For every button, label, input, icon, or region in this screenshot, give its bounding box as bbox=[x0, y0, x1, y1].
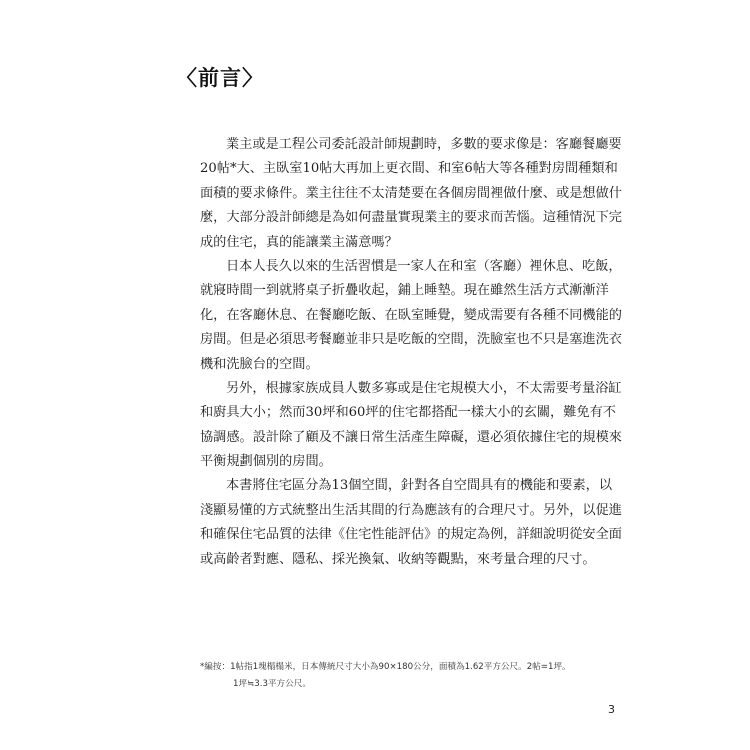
footnote-line: *編按：1帖指1塊榻榻米，日本傳統尺寸大小為90×180公分，面積為1.62平方公尺。2帖=1坪。 bbox=[200, 662, 571, 672]
text-line: 面積的要求條件。業主往往不太清楚要在各個房間裡做什麼、或是想做什 bbox=[200, 185, 622, 201]
text-line: 成的住宅，真的能讓業主滿意嗎？ bbox=[200, 234, 398, 250]
text-line: 平衡規劃個別的房間。 bbox=[200, 454, 332, 470]
text-line: 20帖*大、主臥室10帖大再加上更衣間、和室6帖大等各種對房間種類和 bbox=[200, 161, 618, 177]
text-line: 和廚具大小；然而30坪和60坪的住宅都搭配一樣大小的玄關，難免有不 bbox=[200, 405, 616, 421]
text-line: 另外，根據家族成員人數多寡或是住宅規模大小，不太需要考量浴缸 bbox=[226, 380, 622, 396]
paragraph-2 bbox=[200, 255, 622, 377]
footnote-line: 1坪≒3.3平方公尺。 bbox=[233, 679, 311, 689]
page-title: 〈前言〉 bbox=[176, 66, 264, 90]
footnote bbox=[200, 659, 640, 693]
text-line: 業主或是工程公司委託設計師規劃時，多數的要求像是：客廳餐廳要 bbox=[226, 137, 622, 152]
preface-body bbox=[200, 133, 622, 572]
paragraph-4 bbox=[200, 474, 622, 572]
text-line: 機和洗臉台的空間。 bbox=[200, 356, 319, 372]
paragraph-3 bbox=[200, 377, 622, 475]
text-line: 和確保住宅品質的法律《住宅性能評估》的規定為例，詳細說明從安全面 bbox=[200, 527, 622, 543]
text-line: 房間。但是必須思考餐廳並非只是吃飯的空間，洗臉室也不只是塞進洗衣 bbox=[200, 332, 622, 348]
text-line: 日本人長久以來的生活習慣是一家人在和室（客廳）裡休息、吃飯， bbox=[226, 258, 622, 274]
text-line: 化，在客廳休息、在餐廳吃飯、在臥室睡覺，變成需要有各種不同機能的 bbox=[200, 307, 622, 323]
text-line: 就寢時間一到就將桌子折疊收起，鋪上睡墊。現在雖然生活方式漸漸洋 bbox=[200, 283, 609, 299]
text-line: 淺顯易懂的方式統整出生活其間的行為應該有的合理尺寸。另外，以促進 bbox=[200, 502, 622, 518]
text-line: 協調感。設計除了顧及不讓日常生活產生障礙，還必須依據住宅的規模來 bbox=[200, 429, 622, 445]
paragraph-1 bbox=[200, 133, 622, 255]
text-line: 或高齡者對應、隱私、採光換氣、收納等觀點，來考量合理的尺寸。 bbox=[200, 551, 596, 567]
text-line: 本書將住宅區分為13個空間，針對各自空間具有的機能和要素，以 bbox=[226, 478, 613, 494]
text-line: 麼，大部分設計師總是為如何盡量實現業主的要求而苦惱。這種情況下完 bbox=[200, 210, 622, 226]
page-number: 3 bbox=[608, 703, 615, 716]
